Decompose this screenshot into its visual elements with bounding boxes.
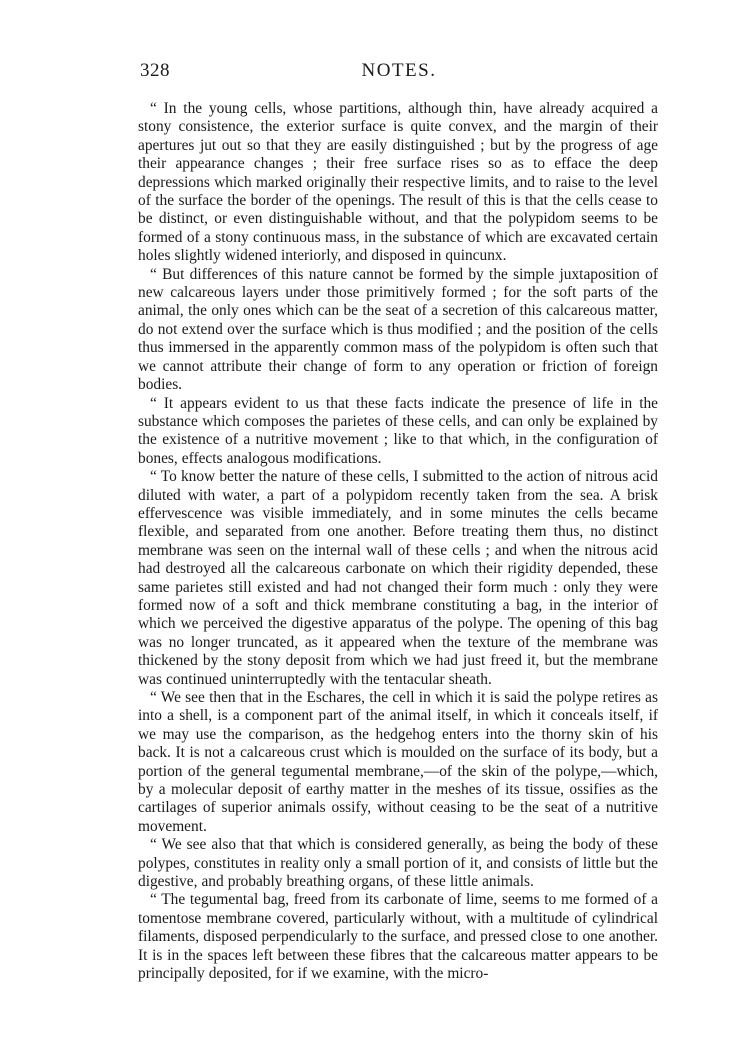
paragraph-tegumental-bag: “ The tegumental bag, freed from its carbonate of lime, seems to me formed of a tomentose membrane covered, particularly without, with a multitude of cylindrical filaments, disposed perpendicularly to the surface, and pressed close to one another. It is in the spaces left between these fibres that the calcareous matter appears to be principally deposited, for if we examine, with the micro- — [138, 891, 658, 983]
running-head: NOTES. — [361, 60, 437, 81]
paragraph-eschares: “ We see then that in the Eschares, the cell in which it is said the polype retires as into a shell, is a component part of the animal itself, in which it conceals itself, if we may use the comparison, as the hedgehog enters into the thorny skin of his back. It is not a calcareous crust which is moulded on the surface of its body, but a portion of the general tegumental membrane,—of the skin of the polype,—which, by a molecular deposit of earthy matter in the meshes of its tissue, ossifies as the cartilages of superior animals ossify, without ceasing to be the seat of a nutritive movement. — [138, 689, 658, 835]
body-text — [138, 100, 658, 984]
paragraph-evident: “ It appears evident to us that these facts indicate the presence of life in the substance which composes the parietes of these cells, and can only be explained by the existence of a nutritive movement ; like to that which, in the configuration of bones, effects analogous modifications. — [138, 394, 658, 467]
paragraph-nitrous-acid: “ To know better the nature of these cells, I submitted to the action of nitrous acid diluted with water, a part of a polypidom recently taken from the sea. A brisk effervescence was visible immediately, and in some minutes the cells became flexible, and separated from one another. Before treating them thus, no distinct membrane was seen on the internal wall of these cells ; and when the nitrous acid had destroyed all the calcareous carbonate on which their rigidity depended, these same parietes still existed and had not changed their form much : only they were formed now of a soft and thick membrane constituting a bag, in the interior of which we perceived the digestive apparatus of the polype. The opening of this bag was no longer truncated, as it appeared when the texture of the membrane was thickened by the stony deposit from which we had just freed it, but the membrane was continued uninterruptedly with the tentacular sheath. — [138, 468, 658, 688]
page-header — [140, 60, 658, 88]
paragraph-differences: “ But differences of this nature cannot be formed by the simple juxtaposition of new calcareous layers under those primitively formed ; for the soft parts of the animal, the only ones which can be the seat of a secretion of this calcareous matter, do not extend over the surface which is thus modified ; and the position of the cells thus immersed in the apparently common mass of the polypidom is often such that we cannot attribute their change of form to any operation or friction of foreign bodies. — [138, 265, 658, 394]
paragraph-body-of-polypes: “ We see also that that which is considered generally, as being the body of these polypes, constitutes in reality only a small portion of it, and consists of little but the digestive, and probably breathing organs, of these little animals. — [138, 836, 658, 891]
paragraph-young-cells: “ In the young cells, whose partitions, although thin, have already acquired a stony consistence, the exterior surface is quite convex, and the margin of their apertures jut out so that they are easily distinguished ; but by the progress of age their appearance changes ; their free surface rises so as to efface the deep depressions which marked originally their respective limits, and to raise to the level of the surface the border of the openings. The result of this is that the cells cease to be distinct, or even distinguishable without, and that the polypidom seems to be formed of a stony continuous mass, in the substance of which are excavated certain holes slightly widened interiorly, and disposed in quincunx. — [138, 100, 658, 265]
page-number: 328 — [140, 60, 170, 81]
